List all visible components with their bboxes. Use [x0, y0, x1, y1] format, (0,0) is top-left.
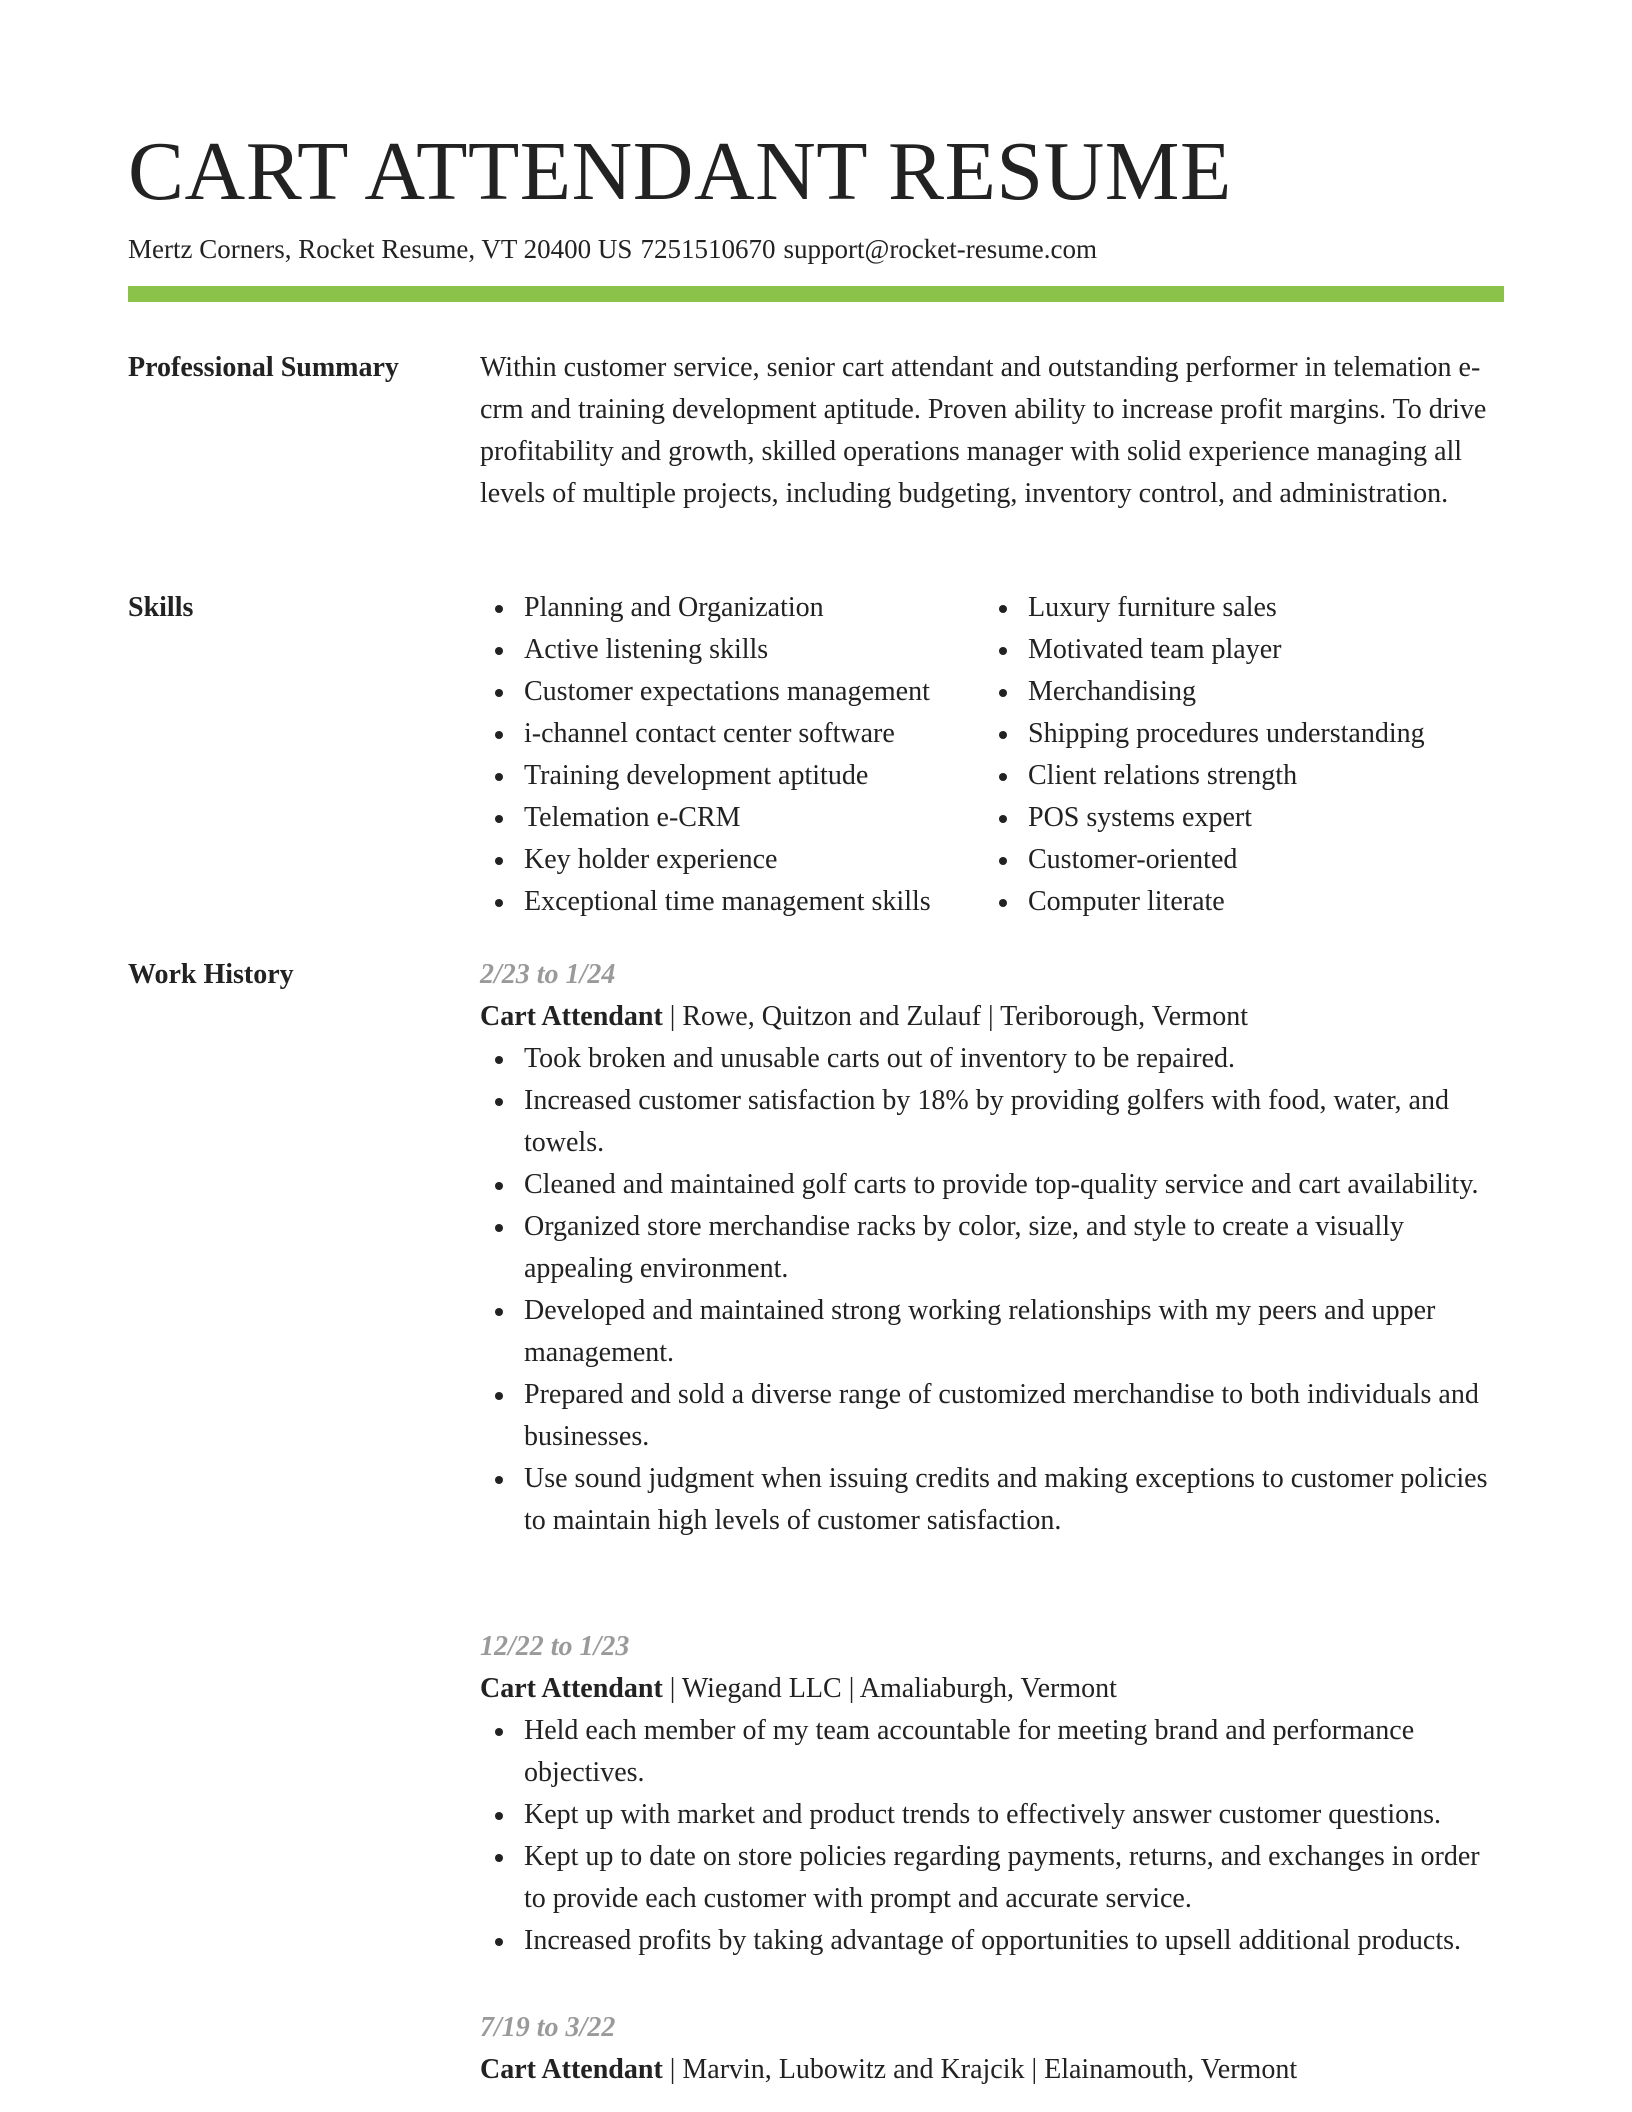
- job-employer-location: | Marvin, Lubowitz and Krajcik | Elainamouth, Vermont: [662, 2054, 1298, 2085]
- summary-label: Professional Summary: [128, 352, 399, 383]
- job-entry: [480, 2007, 1504, 2091]
- job-bullet: Cleaned and maintained golf carts to provide top-quality service and cart availability.: [480, 1164, 1504, 1206]
- contact-phone: 7251510670: [640, 234, 776, 264]
- skill-item: Computer literate: [984, 881, 1488, 923]
- job-bullet-list: [480, 1038, 1504, 1542]
- skill-item: Customer-oriented: [984, 839, 1488, 881]
- skills-list-right: [984, 587, 1488, 923]
- job-bullet: Took broken and unusable carts out of inventory to be repaired.: [480, 1038, 1504, 1080]
- skills-body: [480, 587, 1504, 923]
- job-bullet: Use sound judgment when issuing credits and making exceptions to customer policies to maintain high levels of customer satisfaction.: [480, 1458, 1504, 1542]
- skills-list-left: [480, 587, 984, 923]
- contact-address: Mertz Corners, Rocket Resume, VT 20400 US: [128, 234, 633, 264]
- skill-item: i-channel contact center software: [480, 713, 984, 755]
- skill-item: Shipping procedures understanding: [984, 713, 1488, 755]
- skill-item: Key holder experience: [480, 839, 984, 881]
- job-bullet: Held each member of my team accountable for meeting brand and performance objectives.: [480, 1710, 1504, 1794]
- job-entry: [480, 1626, 1504, 1962]
- skill-item: Merchandising: [984, 671, 1488, 713]
- skill-item: Luxury furniture sales: [984, 587, 1488, 629]
- skill-item: Telemation e-CRM: [480, 797, 984, 839]
- job-heading: [480, 996, 1504, 1038]
- header-divider: [128, 286, 1504, 302]
- job-bullet: Increased customer satisfaction by 18% by providing golfers with food, water, and towels.: [480, 1080, 1504, 1164]
- job-bullet: Developed and maintained strong working relationships with my peers and upper management.: [480, 1290, 1504, 1374]
- summary-body: [480, 347, 1504, 515]
- skill-item: Training development aptitude: [480, 755, 984, 797]
- job-bullet: Prepared and sold a diverse range of customized merchandise to both individuals and businesses.: [480, 1374, 1504, 1458]
- job-employer-location: | Rowe, Quitzon and Zulauf | Teriborough, Vermont: [662, 1001, 1248, 1032]
- skill-item: Client relations strength: [984, 755, 1488, 797]
- job-bullet: Organized store merchandise racks by color, size, and style to create a visually appealing environment.: [480, 1206, 1504, 1290]
- job-dates: 2/23 to 1/24: [480, 959, 616, 990]
- skill-item: Customer expectations management: [480, 671, 984, 713]
- job-entry: [480, 954, 1504, 1542]
- skills-columns: [480, 587, 1504, 923]
- skill-item: POS systems expert: [984, 797, 1488, 839]
- job-heading: [480, 2049, 1504, 2091]
- job-bullet-list: [480, 1710, 1504, 1962]
- job-dates: 12/22 to 1/23: [480, 1631, 630, 1662]
- skills-label: Skills: [128, 592, 194, 623]
- contact-line: [128, 231, 1097, 267]
- work-history-label: Work History: [128, 959, 294, 990]
- job-heading: [480, 1668, 1504, 1710]
- job-bullet: Kept up with market and product trends to effectively answer customer questions.: [480, 1794, 1504, 1836]
- job-bullet: Increased profits by taking advantage of opportunities to upsell additional products.: [480, 1920, 1504, 1962]
- job-title: Cart Attendant: [480, 2054, 663, 2085]
- resume-title: CART ATTENDANT RESUME: [128, 125, 1232, 218]
- summary-text: Within customer service, senior cart attendant and outstanding performer in telemation e-crm and training development aptitude. Proven ability to increase profit margins. To drive profitability and growth, skilled operations manager with solid experience managing all levels of multiple projects, including budgeting, inventory control, and administration.: [480, 352, 1487, 509]
- skill-item: Active listening skills: [480, 629, 984, 671]
- job-bullet: Kept up to date on store policies regarding payments, returns, and exchanges in order to provide each customer with prompt and accurate service.: [480, 1836, 1504, 1920]
- skill-item: Motivated team player: [984, 629, 1488, 671]
- contact-email: support@rocket-resume.com: [783, 234, 1097, 264]
- job-employer-location: | Wiegand LLC | Amaliaburgh, Vermont: [662, 1673, 1117, 1704]
- skill-item: Planning and Organization: [480, 587, 984, 629]
- job-dates: 7/19 to 3/22: [480, 2012, 616, 2043]
- skill-item: Exceptional time management skills: [480, 881, 984, 923]
- job-title: Cart Attendant: [480, 1673, 663, 1704]
- job-title: Cart Attendant: [480, 1001, 663, 1032]
